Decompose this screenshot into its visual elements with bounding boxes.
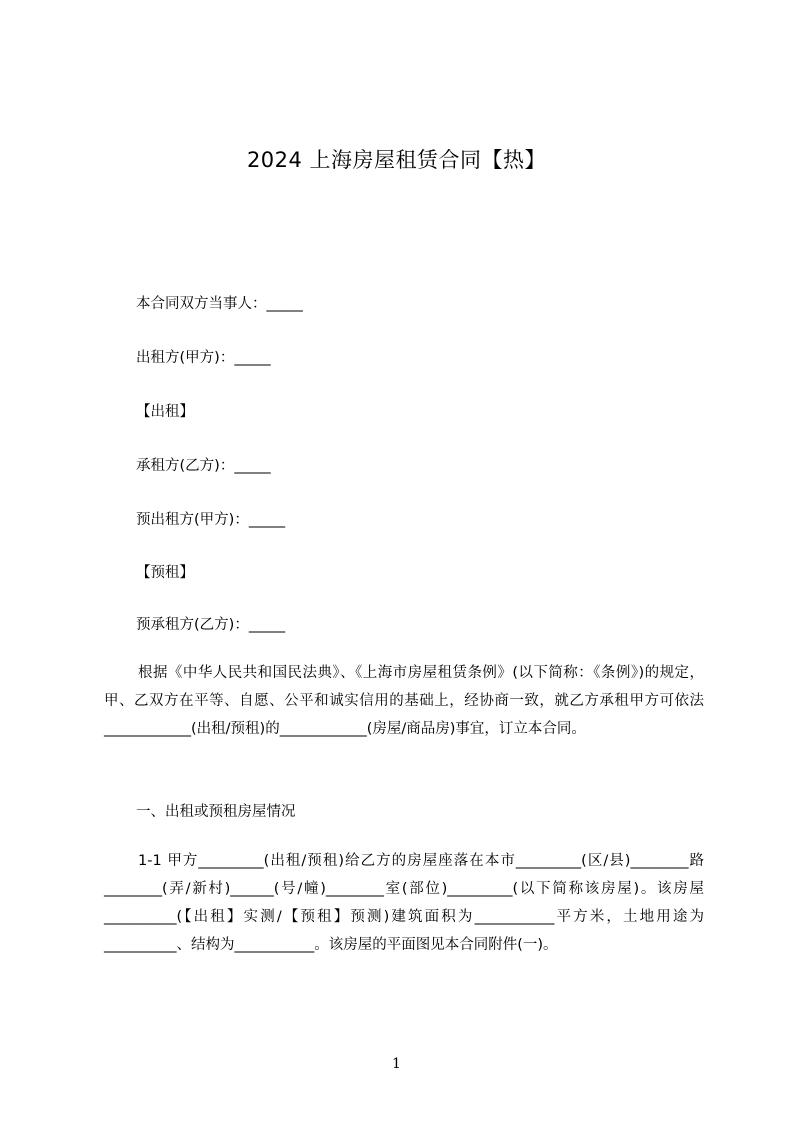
lessee-line: 承租方(乙方)：_____ [136,458,271,474]
section-heading: 一、出租或预租房屋情况 [136,804,296,820]
pre-lessor-line: 预出租方(甲方)：_____ [136,512,286,528]
lease-marker: 【出租】 [136,404,194,420]
lessor-line: 出租方(甲方)：_____ [136,350,271,366]
pre-lease-marker: 【预租】 [136,565,194,581]
parties-line: 本合同双方当事人：_____ [136,296,303,312]
pre-lessee-line: 预承租方(乙方)：_____ [136,617,286,633]
clause-1-1: 1-1 甲方_________(出租/预租)给乙方的房屋座落在本市_________(区/县)________路________(弄/新村)______(号/幢)________室(部位)_________(以下简称该房屋)。该房屋__________(【出租】实测/【预租】预测)建筑面积为___________平方米，土地用途为__________、结构为___________。该房屋的平面图见本合同附件(一)。 [104,853,704,953]
document-title: 2024 上海房屋租赁合同【热】 [246,148,547,172]
page-number: 1 [392,1056,401,1072]
preamble-paragraph: 根据《中华人民共和国民法典》、《上海市房屋租赁条例》(以下简称：《条例》)的规定，甲、乙双方在平等、自愿、公平和诚实信用的基础上，经协商一致，就乙方承租甲方可依法____________(出租/预租)的____________(房屋/商品房)事宜，订立本合同。 [104,665,704,737]
